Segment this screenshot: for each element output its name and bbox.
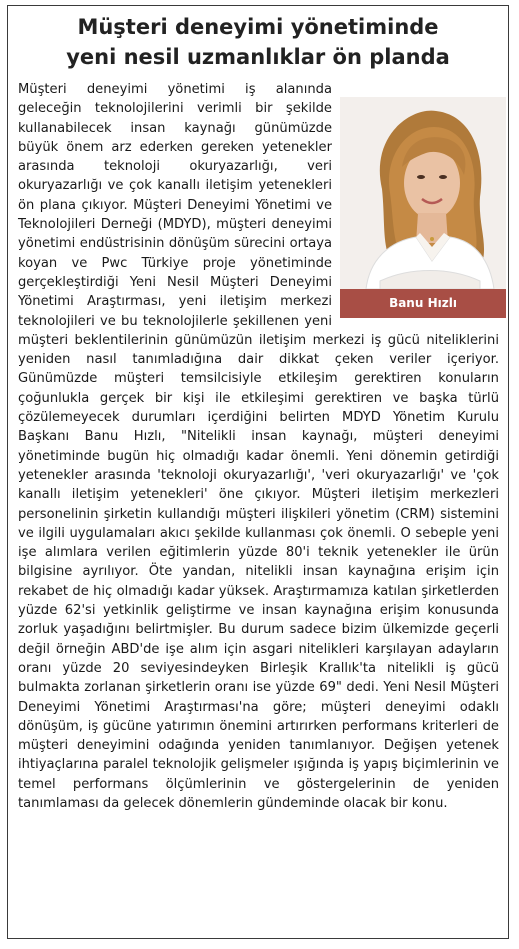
article-body (18, 80, 499, 813)
headline-line-2: yeni nesil uzmanlıklar ön planda (66, 45, 450, 69)
portrait-photo (340, 97, 506, 318)
portrait-image (340, 97, 506, 289)
headline (8, 12, 508, 72)
headline-line-1: Müşteri deneyimi yönetiminde (77, 15, 439, 39)
woman-portrait-icon (340, 97, 506, 289)
photo-caption: Banu Hızlı (340, 289, 506, 318)
article-text: Müşteri deneyimi yönetimi iş alanında geleceğin teknolojilerini verimli bir şekilde kullanabilecek insan kaynağı günümüzde büyük önem arz ederken gereken yetenekler arasında teknoloji okuryazarlığı, veri okuryazarlığı ve çok kanallı iletişim yetenekleri ön plana çıkıyor. Müşteri Deneyimi Yönetimi ve Teknolojileri Derneği (MDYD), müşteri deneyimi yönetimi endüstrisinin dönüşüm sürecini ortaya koyan ve Pwc Türkiye proje yönetiminde gerçekleştirdiği Yeni Nesil Müşteri Deneyimi Yönetimi Araştırması, yeni iletişim merkezi teknolojileri ve bu teknolojilerle şekillenen yeni müşteri beklentilerinin günümüzün iletişim merkezi iş gücü niteliklerini yeniden nasıl tanımladığına dair dikkat çeken veriler içeriyor. Günümüzde müşteri temsilcisiyle etkileşim gerektiren konuların çoğunlukla gerçek bir kişi ile etkileşimi gerektiren ve başka türlü çözülemeyecek durumları içerdiğini belirten MDYD Yönetim Kurulu Başkanı Banu Hızlı, "Nitelikli insan kaynağı, müşteri deneyimi yönetiminde bugün hiç olmadığı kadar önemli. Yeni dönemin getirdiği yetenekler arasında 'teknoloji okuryazarlığı', 'veri okuryazarlığı' ve 'çok kanallı iletişim yetenekleri' öne çıkıyor. Müşteri iletişim merkezleri personelinin şirketin kullandığı müşteri ilişkileri yönetim (CRM) sistemini ve ilgili uygulamaları akıcı şekilde kullanması çok önemli. O sebeple yeni işe alımlara verilen eğitimlerin yüzde 80'i teknik yetenekler ile ürün bilgisine ayrılıyor. Öte yandan, nitelikli insan kaynağına erişim için rekabet de hiç olmadığı kadar yüksek. Araştırmamıza katılan şirketlerden yüzde 62'si yetkinlik geliştirme ve insan kaynağına erişim konusunda zorluk yaşadığını belirtmişler. Bu durum sadece bizim ülkemizde geçerli değil örneğin ABD'de işe alım için asgari nitelikleri karşılayan adayların oranı yüzde 20 seviyesindeyken Birleşik Krallık'ta nitelikli iş gücü bulmakta zorlanan şirketlerin oranı ise yüzde 69" dedi. Yeni Nesil Müşteri Deneyimi Yönetimi Araştırması'na göre; müşteri deneyimi odaklı dönüşüm, iş gücüne yatırımın önemini artırırken performans kriterleri de müşteri deneyimini odağında yeniden tanımlanıyor. Değişen yetenek ihtiyaçlarına paralel teknolojik gelişmeler ışığında iş yapış biçimlerinin ve temel performans ölçümlerinin ve göstergelerinin de yeniden tanımlaması da gelecek dönemlerin gündeminde olacak bir konu. (18, 82, 499, 811)
